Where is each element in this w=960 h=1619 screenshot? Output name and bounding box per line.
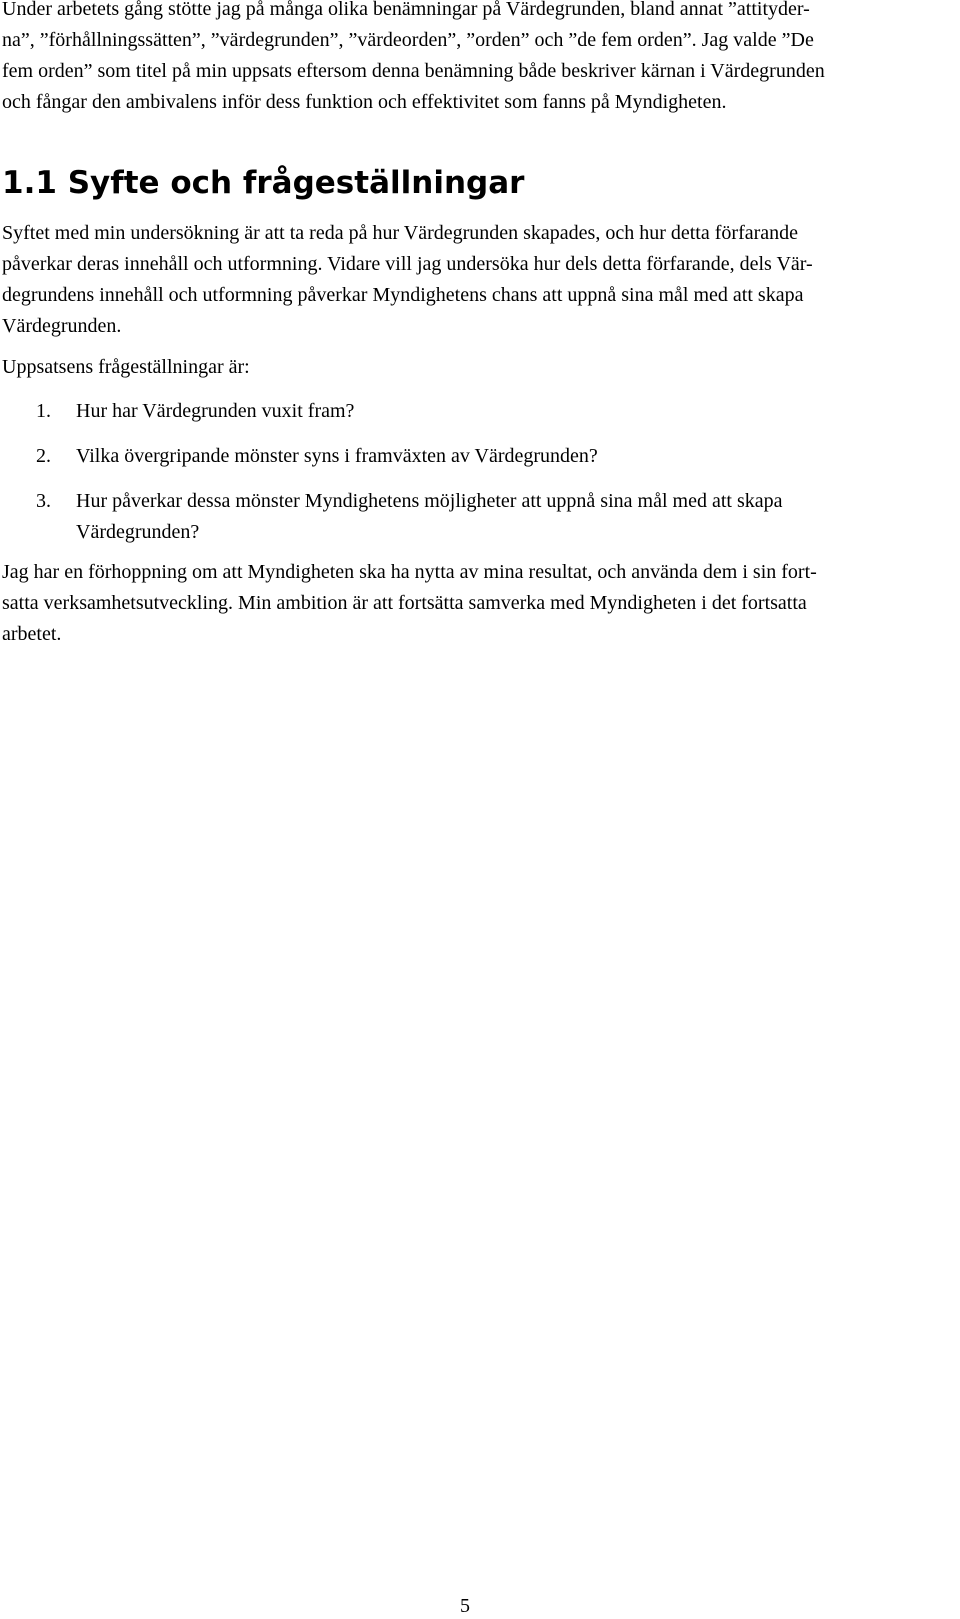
text-line: Värdegrunden.	[2, 315, 122, 337]
closing-paragraph	[2, 557, 932, 650]
list-item	[0, 486, 930, 548]
text-line: fem orden” som titel på min uppsats eftersom denna benämning både beskriver kärnan i Värdegrunden	[2, 60, 825, 82]
text-line: na”, ”förhållningssätten”, ”värdegrunden”, ”värdeorden”, ”orden” och ”de fem orden”. Jag valde ”De	[2, 29, 814, 51]
text-line: Värdegrunden?	[76, 521, 200, 543]
list-item	[0, 441, 930, 472]
text-line: degrundens innehåll och utformning påverkar Myndighetens chans att uppnå sina mål med att skapa	[2, 284, 804, 306]
list-item	[0, 396, 930, 427]
list-number: 2.	[36, 445, 51, 467]
section-heading: 1.1 Syfte och frågeställningar	[2, 165, 525, 201]
text-line: satta verksamhetsutveckling. Min ambition är att fortsätta samverka med Myndigheten i det fortsatta	[2, 592, 807, 614]
text-line: Under arbetets gång stötte jag på många olika benämningar på Värdegrunden, bland annat ”attityder-	[2, 0, 810, 20]
questions-intro	[2, 352, 932, 383]
page-number: 5	[460, 1595, 470, 1617]
text-line: Uppsatsens frågeställningar är:	[2, 356, 250, 378]
purpose-paragraph	[2, 218, 932, 342]
text-line: Jag har en förhoppning om att Myndigheten ska ha nytta av mina resultat, och använda dem i sin fort-	[2, 561, 817, 583]
list-number: 1.	[36, 400, 51, 422]
text-line: Hur har Värdegrunden vuxit fram?	[76, 400, 355, 422]
text-line: påverkar deras innehåll och utformning. Vidare vill jag undersöka hur dels detta förfarande, dels Vär-	[2, 253, 813, 275]
text-line: Hur påverkar dessa mönster Myndighetens möjligheter att uppnå sina mål med att skapa	[76, 490, 783, 512]
text-line: Syftet med min undersökning är att ta reda på hur Värdegrunden skapades, och hur detta förfarande	[2, 222, 799, 244]
text-line: arbetet.	[2, 623, 62, 645]
text-line: och fångar den ambivalens inför dess funktion och effektivitet som fanns på Myndigheten.	[2, 91, 727, 113]
questions-list	[0, 396, 930, 548]
intro-paragraph	[2, 0, 932, 118]
text-line: Vilka övergripande mönster syns i framväxten av Värdegrunden?	[76, 445, 598, 467]
list-number: 3.	[36, 490, 51, 512]
